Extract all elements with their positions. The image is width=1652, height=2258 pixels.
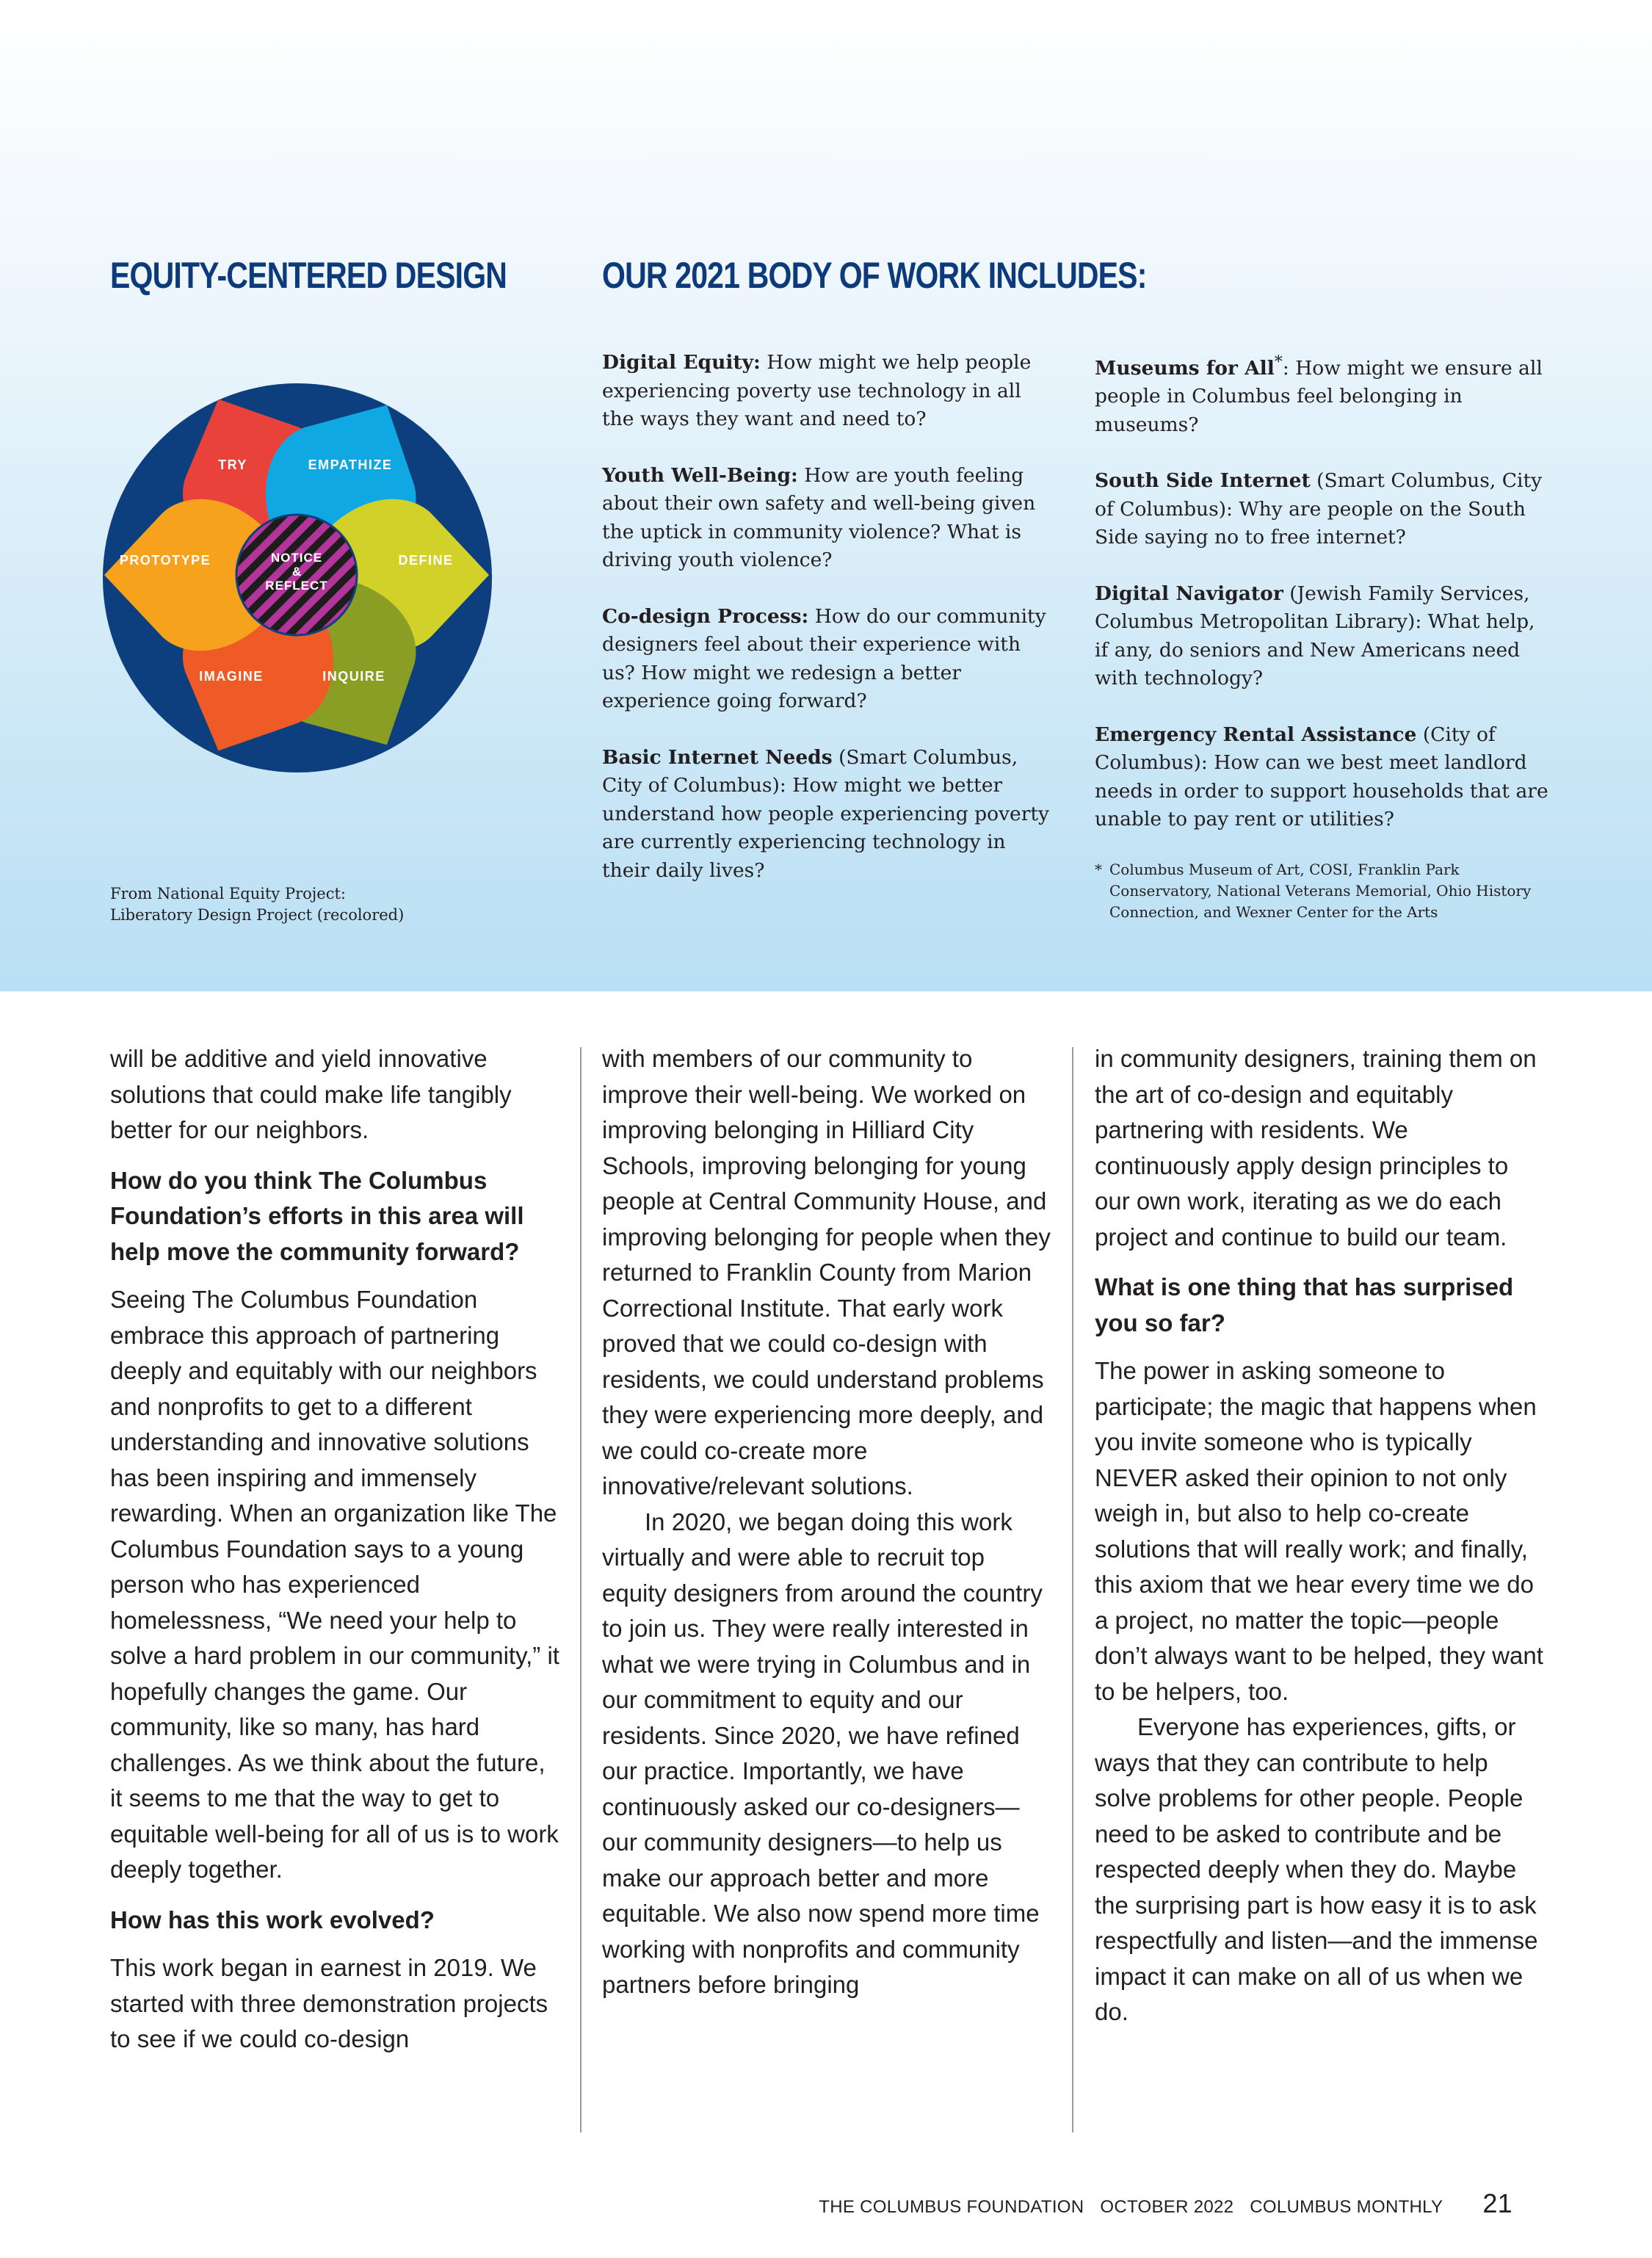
work-item-title: Co-design Process:	[602, 604, 809, 628]
work-item-text: (Smart Columbus, City of Columbus): How might we better understand how people experiencing poverty are currently experiencing technology in their daily lives?	[602, 745, 1050, 882]
paragraph: The power in asking someone to participate; the magic that happens when you invite someone who is typically NEVER asked their opinion to not only weigh in, but also to help co-create solutions that will really work; and finally, this axiom that we hear every time we do a project, no matter the topic—people don’t always want to be helped, they want to be helpers, too.	[1095, 1357, 1543, 1705]
footnote-text: Columbus Museum of Art, COSI, Franklin Park Conservatory, National Veterans Memorial, Ohio History Connection, and Wexner Center for the Arts	[1109, 860, 1532, 921]
work-list-left	[602, 349, 1057, 913]
footnote-marker: *	[1274, 353, 1283, 372]
center-hub	[236, 515, 357, 635]
paragraph: In 2020, we began doing this work virtually and were able to recruit top equity designers from around the country to join us. They were really interested in what we were trying in Columbus and in our commitment to equity and our residents. Since 2020, we have refined our practice. Importantly, we have continuously asked our co-designers—our community designers—to help us make our approach better and more equitable. We also now spend more time working with nonprofits and community partners before bringing	[602, 1508, 1043, 1998]
work-item-text: (Smart Columbus, City of Columbus): Why are people on the South Side saying no to free internet?	[1095, 469, 1543, 549]
credit-line-1: From National Equity Project:	[110, 885, 346, 902]
work-item	[1095, 721, 1550, 834]
work-item-title: Basic Internet Needs	[602, 745, 833, 769]
work-item	[602, 462, 1057, 575]
petal-label-empathize: EMPATHIZE	[308, 457, 393, 472]
work-item-text: : How might we ensure all people in Columbus feel belonging in museums?	[1095, 356, 1543, 436]
paragraph: with members of our community to improve their well-being. We worked on improving belonging in Hilliard City Schools, improving belonging for young people at Central Community House, and improving belonging for people when they returned to Franklin County from Marion Correctional Institute. That early work proved that we could co-design with residents, we could understand problems they were experiencing more deeply, and we could co-create more innovative/relevant solutions.	[602, 1045, 1051, 1499]
article-column-1	[110, 1041, 562, 2058]
question-heading: What is one thing that has surprised you so far?	[1095, 1273, 1514, 1336]
article-column-3	[1095, 1041, 1546, 2030]
museums-footnote	[1095, 859, 1550, 923]
paragraph: will be additive and yield innovative solutions that could make life tangibly better for our neighbors.	[110, 1045, 512, 1143]
paragraph: Seeing The Columbus Foundation embrace this approach of partnering deeply and equitably with our neighbors and nonprofits to get to a different understanding and innovative solutions has been inspiring and immensely rewarding. When an organization like The Columbus Foundation says to a young person who has experienced homelessness, “We need your help to solve a hard problem in our community,” it hopefully changes the game. Our community, like so many, has hard challenges. As we think about the future, it seems to me that the way to get to equitable well-being for all of us is to work deeply together.	[110, 1286, 559, 1883]
article-column-2	[602, 1041, 1054, 2003]
center-label-line-2: &	[291, 565, 302, 579]
body-of-work-heading: OUR 2021 BODY OF WORK INCLUDES:	[602, 255, 1147, 296]
work-item	[1095, 349, 1550, 439]
equity-design-diagram	[73, 378, 529, 775]
question-heading: How has this work evolved?	[110, 1906, 435, 1933]
question-heading: How do you think The Columbus Foundation’s efforts in this area will help move the community forward?	[110, 1166, 524, 1265]
work-item	[1095, 467, 1550, 552]
work-item-title: Digital Navigator	[1095, 582, 1283, 605]
center-label-line-1: NOTICE	[270, 551, 323, 565]
work-item-text: (Jewish Family Services, Columbus Metropolitan Library): What help, if any, do seniors and New Americans need with technology?	[1095, 582, 1535, 690]
work-item-text: (City of Columbus): How can we best meet landlord needs in order to support households that are unable to pay rent or utilities?	[1095, 723, 1548, 831]
work-item-title: Emergency Rental Assistance	[1095, 723, 1417, 746]
paragraph: in community designers, training them on the art of co-design and equitably partnering with residents. We continuously apply design principles to our own work, iterating as we do each project and continue to build our team.	[1095, 1045, 1537, 1251]
work-item	[602, 349, 1057, 434]
petal-label-imagine: IMAGINE	[199, 669, 264, 684]
work-item-text: How do our community designers feel about their experience with us? How might we redesign a better experience going forward?	[602, 604, 1046, 712]
page-footer	[819, 2188, 1512, 2219]
work-item-text: How are youth feeling about their own safety and well-being given the uptick in community violence? What is driving youth violence?	[602, 463, 1036, 571]
work-item-title: Museums for All	[1095, 356, 1275, 380]
footer-date: OCTOBER 2022	[1100, 2197, 1234, 2217]
credit-line-2: Liberatory Design Project (recolored)	[110, 906, 405, 924]
work-item-title: South Side Internet	[1095, 469, 1311, 493]
work-list-right	[1095, 349, 1550, 923]
paragraph: This work began in earnest in 2019. We started with three demonstration projects to see if we could co-design	[110, 1954, 548, 2052]
footer-magazine: COLUMBUS MONTHLY	[1250, 2197, 1443, 2217]
petal-label-try: TRY	[218, 457, 247, 472]
work-item-title: Youth Well-Being:	[602, 463, 798, 487]
petal-label-inquire: INQUIRE	[322, 669, 385, 684]
petal-label-define: DEFINE	[398, 553, 454, 568]
work-item-title: Digital Equity:	[602, 351, 761, 374]
equity-centered-design-heading: EQUITY-CENTERED DESIGN	[110, 255, 507, 296]
diagram-credit	[110, 883, 448, 926]
page-number: 21	[1482, 2188, 1512, 2218]
paragraph: Everyone has experiences, gifts, or ways that they can contribute to help solve problems for other people. People need to be asked to contribute and be respected deeply when they do. Maybe the surprising part is how easy it is to ask respectfully and listen—and the immense impact it can make on all of us when we do.	[1095, 1713, 1538, 2025]
petal-label-prototype: PROTOTYPE	[119, 553, 211, 568]
work-item	[1095, 580, 1550, 693]
footnote-mark: *	[1095, 860, 1102, 878]
footer-publisher: THE COLUMBUS FOUNDATION	[819, 2197, 1084, 2217]
work-item	[602, 603, 1057, 716]
center-label-line-3: REFLECT	[265, 579, 328, 593]
work-item-text: How might we help people experiencing poverty use technology in all the ways they want and need to?	[602, 351, 1032, 430]
column-divider	[1072, 1047, 1073, 2132]
work-item	[602, 744, 1057, 886]
column-divider	[580, 1047, 582, 2132]
